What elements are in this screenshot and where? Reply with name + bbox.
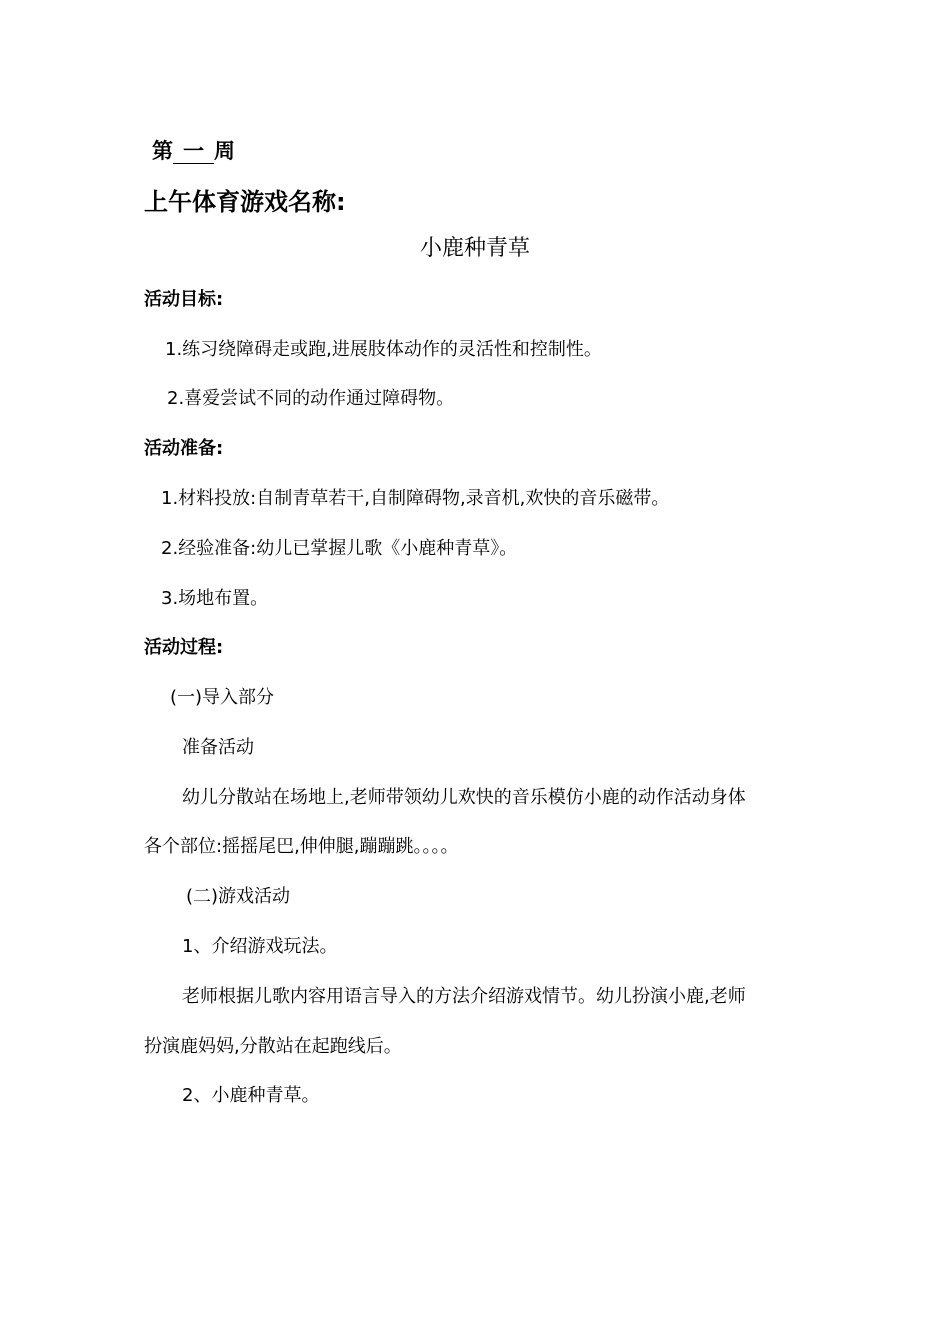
goal-item-1: 1.练习绕障碍走或跑,进展肢体动作的灵活性和控制性。 bbox=[165, 339, 602, 360]
prep-item-2: 2.经验准备:幼儿已掌握儿歌《小鹿种青草》。 bbox=[161, 538, 518, 559]
prep-heading: 活动准备: bbox=[144, 438, 224, 459]
prep-item-3: 3.场地布置。 bbox=[161, 588, 269, 609]
part2-title: (二)游戏活动 bbox=[186, 886, 291, 907]
step1-paragraph-line1: 老师根据儿歌内容用语言导入的方法介绍游戏情节。幼儿扮演小鹿,老师 bbox=[182, 986, 746, 1007]
game-name: 小鹿种青草 bbox=[419, 236, 530, 261]
week-prefix: 第 bbox=[152, 139, 173, 163]
step2-title: 2、小鹿种青草。 bbox=[182, 1085, 320, 1106]
section-title: 上午体育游戏名称: bbox=[144, 188, 346, 216]
week-suffix: 周 bbox=[214, 139, 235, 163]
prep-item-1: 1.材料投放:自制青草若干,自制障碍物,录音机,欢快的音乐磁带。 bbox=[161, 488, 670, 509]
part1-paragraph-line1: 幼儿分散站在场地上,老师带领幼儿欢快的音乐模仿小鹿的动作活动身体 bbox=[182, 787, 746, 808]
goals-heading: 活动目标: bbox=[144, 289, 224, 310]
process-heading: 活动过程: bbox=[144, 637, 224, 658]
part1-title: (一)导入部分 bbox=[170, 687, 275, 708]
week-number: 一 bbox=[173, 139, 214, 164]
step1-paragraph-line2: 扮演鹿妈妈,分散站在起跑线后。 bbox=[144, 1036, 402, 1057]
step1-title: 1、介绍游戏玩法。 bbox=[182, 936, 338, 957]
part1-subtitle: 准备活动 bbox=[182, 737, 254, 758]
goal-item-2: 2.喜爱尝试不同的动作通过障碍物。 bbox=[167, 388, 455, 409]
part1-paragraph-line2: 各个部位:摇摇尾巴,伸伸腿,蹦蹦跳。。。。 bbox=[144, 836, 459, 857]
week-label bbox=[152, 137, 235, 165]
